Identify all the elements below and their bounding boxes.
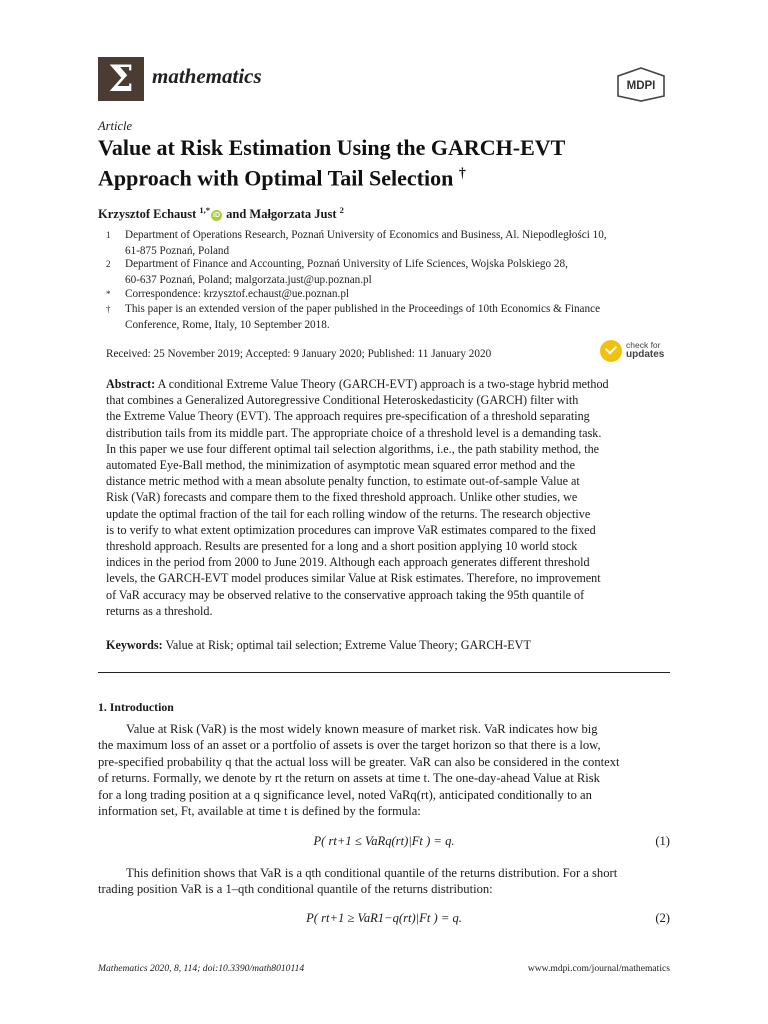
publication-dates: Received: 25 November 2019; Accepted: 9 January 2020; Published: 11 January 2020	[106, 348, 492, 360]
equation-2	[98, 911, 670, 931]
affiliation-item	[98, 257, 678, 288]
paper-title	[98, 135, 678, 191]
author-conjunction: and	[226, 207, 247, 222]
check-icon	[600, 340, 622, 362]
abstract-line: the Extreme Value Theory (EVT). The approach requires pre-specification of a threshold separating	[106, 409, 590, 424]
author-name[interactable]: Krzysztof Echaust	[98, 207, 197, 222]
abstract-line: indices in the period from 2000 to June 2019. Although each approach generates different threshold	[106, 555, 590, 570]
affiliation-mark: 1	[106, 230, 111, 240]
intro-line: for a long trading position at a q significance level, noted VaRq(rt), anticipated conditionally to an	[98, 787, 592, 802]
check-updates-line2: updates	[626, 349, 665, 360]
affiliation-line: 60-637 Poznań, Poland; malgorzata.just@up.poznan.pl	[125, 273, 372, 286]
definition-paragraph	[98, 865, 670, 898]
title-line-1: Value at Risk Estimation Using the GARCH-EVT	[98, 135, 566, 160]
affiliation-mark: †	[106, 304, 111, 314]
abstract-line: is to verify to what extent optimization procedures can improve VaR estimates compared to the fixed	[106, 522, 596, 537]
intro-line: pre-specified probability q that the actual loss will be greater. VaR can also be considered in the context	[98, 754, 620, 769]
intro-line: the maximum loss of an asset or a portfolio of assets is over the target horizon so that there is a low,	[98, 738, 601, 753]
mdpi-logo-icon[interactable]	[614, 66, 668, 102]
author-name[interactable]: Małgorzata Just	[249, 207, 337, 222]
affiliation-line: Department of Operations Research, Poznań University of Economics and Business, Al. Niepodległości 10,	[125, 229, 607, 241]
keywords	[106, 638, 670, 653]
abstract-line: update the optimal fraction of the tail for each rolling window of the returns. The research objective	[106, 506, 591, 521]
abstract-line: of VaR accuracy may be observed relative to the conservative approach taking the 95th quantile of	[106, 587, 585, 602]
equation-1	[98, 834, 670, 854]
author-affiliation-mark: 2	[339, 205, 344, 215]
title-mark: †	[458, 166, 466, 181]
abstract-line: In this paper we use four different optimal tail selection algorithms, i.e., the path stability method, the	[106, 441, 600, 456]
section-heading: 1. Introduction	[98, 700, 174, 714]
abstract-label: Abstract:	[106, 377, 156, 391]
section-divider	[98, 672, 670, 673]
check-updates-line1: check for	[626, 340, 661, 350]
abstract-line: that combines a Generalized Autoregressive Conditional Heteroskedasticity (GARCH) filter with	[106, 393, 579, 408]
author-affiliation-mark: 1,*	[199, 205, 210, 215]
equation-number: (1)	[655, 834, 670, 848]
orcid-icon[interactable]: iD	[213, 212, 220, 220]
body-line: trading position VaR is a 1–qth conditional quantile of the returns distribution:	[98, 882, 493, 897]
intro-line: of returns. Formally, we denote by rt the return on assets at time t. The one-day-ahead Value at Risk	[98, 771, 600, 786]
footnote-line: This paper is an extended version of the paper published in the Proceedings of 10th Economics & Finance	[125, 303, 601, 315]
footer-journal-url[interactable]: www.mdpi.com/journal/mathematics	[527, 963, 670, 974]
intro-line: Value at Risk (VaR) is the most widely known measure of market risk. VaR indicates how big	[126, 722, 598, 736]
article-type: Article	[98, 119, 133, 133]
keywords-text: Value at Risk; optimal tail selection; Extreme Value Theory; GARCH-EVT	[165, 638, 531, 652]
sigma-icon: Σ	[108, 58, 134, 100]
affiliation-mark: *	[106, 289, 111, 299]
journal-name[interactable]: mathematics	[152, 64, 262, 88]
footnote-item	[98, 302, 678, 333]
footer-citation: Mathematics 2020, 8, 114; doi:10.3390/math8010114	[98, 963, 305, 974]
equation-formula: P( rt+1 ≤ VaRq(rt)|Ft ) = q.	[313, 834, 455, 848]
body-line: This definition shows that VaR is a qth conditional quantile of the returns distribution. For a short	[126, 866, 618, 880]
abstract-line: distance metric method with a mean absolute penalty function, to estimate out-of-sample Value at	[106, 474, 580, 489]
check-for-updates-badge[interactable]	[600, 338, 672, 364]
title-line-2: Approach with Optimal Tail Selection	[98, 165, 454, 191]
correspondence	[98, 287, 678, 303]
mdpi-logo-text: MDPI	[626, 80, 656, 92]
equation-number: (2)	[655, 911, 670, 925]
abstract-line: A conditional Extreme Value Theory (GARCH-EVT) approach is a two-stage hybrid method	[157, 377, 609, 391]
abstract-line: returns as a threshold.	[106, 603, 213, 618]
journal-logo	[98, 57, 144, 101]
author-list	[98, 205, 344, 222]
intro-line: information set, Ft, available at time t is defined by the formula:	[98, 804, 421, 819]
affiliation-line: 61-875 Poznań, Poland	[125, 244, 230, 257]
affiliation-line: Department of Finance and Accounting, Poznań University of Life Sciences, Wojska Polskiego 28,	[125, 258, 568, 270]
footnote-line: Conference, Rome, Italy, 10 September 2018.	[125, 318, 330, 331]
abstract-line: threshold approach. Results are presented for a long and a short position applying 10 world stock	[106, 539, 578, 554]
abstract-line: Risk (VaR) forecasts and compare them to the fixed threshold approach. Unlike other studies, we	[106, 490, 578, 505]
equation-formula: P( rt+1 ≥ VaR1−q(rt)|Ft ) = q.	[306, 911, 462, 925]
keywords-label: Keywords:	[106, 638, 163, 652]
abstract-line: distribution tails from its middle part. The appropriate choice of a threshold level is a demanding task.	[106, 425, 602, 440]
abstract-line: automated Eye-Ball method, the minimization of asymptotic mean squared error method and the	[106, 458, 575, 473]
intro-paragraph	[98, 721, 670, 819]
affiliation-item	[98, 228, 678, 259]
correspondence-email[interactable]: Correspondence: krzysztof.echaust@ue.poznan.pl	[125, 288, 350, 300]
affiliation-mark: 2	[106, 259, 111, 269]
abstract-line: levels, the GARCH-EVT model produces similar Value at Risk estimates. Therefore, no improvement	[106, 571, 601, 586]
abstract	[106, 376, 670, 619]
